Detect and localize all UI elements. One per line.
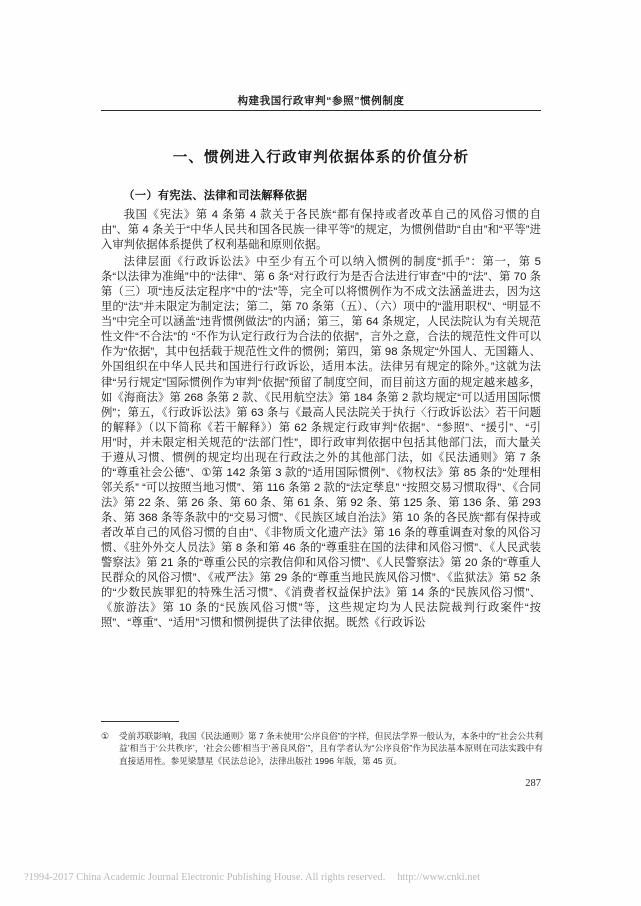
footnote-marker: ① <box>101 731 110 741</box>
cnki-watermark <box>24 872 480 883</box>
section-title: 一、惯例进入行政审判依据体系的价值分析 <box>172 150 470 166</box>
footnote-text: 受前苏联影响，我国《民法通则》第 7 条未使用“公序良俗”的字样，但民法学界一般认为，本条中的“‘社会公共利益’相当于‘公共秩序’，‘社会公德’相当于‘善良风俗’”，且有学者认为“公序良俗”作为民法基本原则在司法实践中有直接适用性。参见梁慧星《民法总论》，法律出版社 1996 年版，第 45 页。 <box>119 731 543 766</box>
watermark-copyright: ?1994-2017 China Academic Journal Electronic Publishing House. All rights reserved. <box>24 872 386 883</box>
subsection-title: （一）有宪法、法律和司法解释依据 <box>123 190 308 202</box>
footnote <box>101 730 543 767</box>
page-number: 287 <box>525 778 541 789</box>
running-head: 构建我国行政审判“参照”惯例制度 <box>237 95 405 107</box>
footnote-rule-divider <box>101 721 179 722</box>
paragraph-1: 我国《宪法》第 4 条第 4 款关于各民族“都有保持或者改革自己的风俗习惯的自由”、第 4 条关于“中华人民共和国各民族一律平等”的规定，为惯例借助“自由”和“平等”进入审判依据体系提供了权利基础和原则依据。 <box>101 209 541 252</box>
body-column <box>101 128 541 631</box>
paragraph-2: 法律层面《行政诉讼法》中至少有五个可以纳入惯例的制度“抓手”：第一，第 5 条“以法律为准绳”中的“法律”、第 6 条“对行政行为是否合法进行审查”中的“法”、第 70 条第（三）项“违反法定程序”中的“法”等，完全可以将惯例作为不成文法涵盖进去，因为这里的“法”并未限定为制定法；第二，第 70 条第（五）、（六）项中的“滥用职权”、“明显不当”中完全可以涵盖“违背惯例做法”的内涵；第三，第 64 条规定，人民法院认为有关规范性文件“不合法”的 “不作为认定行政行为合法的依据”，言外之意，合法的规范性文件可以作为“依据”，其中包括载于规范性文件的惯例；第四，第 98 条规定“外国人、无国籍人、外国组织在中华人民共和国进行行政诉讼，适用本法。法律另有规定的除外。”这就为法律“另行规定”国际惯例作为审判“依据”预留了制度空间，而目前这方面的规定越来越多，如《海商法》第 268 条第 2 款、《民用航空法》第 184 条第 2 款均规定“可以适用国际惯例”；第五，《行政诉讼法》第 63 条与《最高人民法院关于执行〈行政诉讼法〉若干问题的解释》（以下简称《若干解释》）第 62 条规定行政审判“依据”、“参照”、“援引”、“引用”时，并未限定相关规范的“法部门性”，即行政审判依据中包括其他部门法，而大量关于遵从习惯、惯例的规定均出现在行政法之外的其他部门法，如《民法通则》第 7 条的“尊重社会公德”、①第 142 条第 3 款的“适用国际惯例”、《物权法》第 85 条的“处理相邻关系” “可以按照当地习惯”、第 116 条第 2 款的“法定孳息” “按照交易习惯取得”、《合同法》第 22 条、第 26 条、第 60 条、第 61 条、第 92 条、第 125 条、第 136 条、第 293 条、第 368 条等条款中的“交易习惯”、《民族区域自治法》第 10 条的各民族“都有保持或者改革自己的风俗习惯的自由”、《非物质文化遗产法》第 16 条的尊重调查对象的风俗习惯、《驻外外交人员法》第 8 条和第 46 条的“尊重驻在国的法律和风俗习惯”、《人民武装警察法》第 21 条的“尊重公民的宗教信仰和风俗习惯”、《人民警察法》第 20 条的“尊重人民群众的风俗习惯”、《戒严法》第 29 条的“尊重当地民族风俗习惯”、《监狱法》第 52 条的“少数民族罪犯的特殊生活习惯”、《消费者权益保护法》第 14 条的“民族风俗习惯”、《旅游法》第 10 条的“民族风俗习惯”等，这些规定均为人民法院裁判行政案件“按照”、“尊重”、“适用”习惯和惯例提供了法律依据。既然《行政诉讼 <box>101 256 541 630</box>
header-rule-divider <box>101 110 541 111</box>
watermark-url: http://www.cnki.net <box>397 872 480 883</box>
